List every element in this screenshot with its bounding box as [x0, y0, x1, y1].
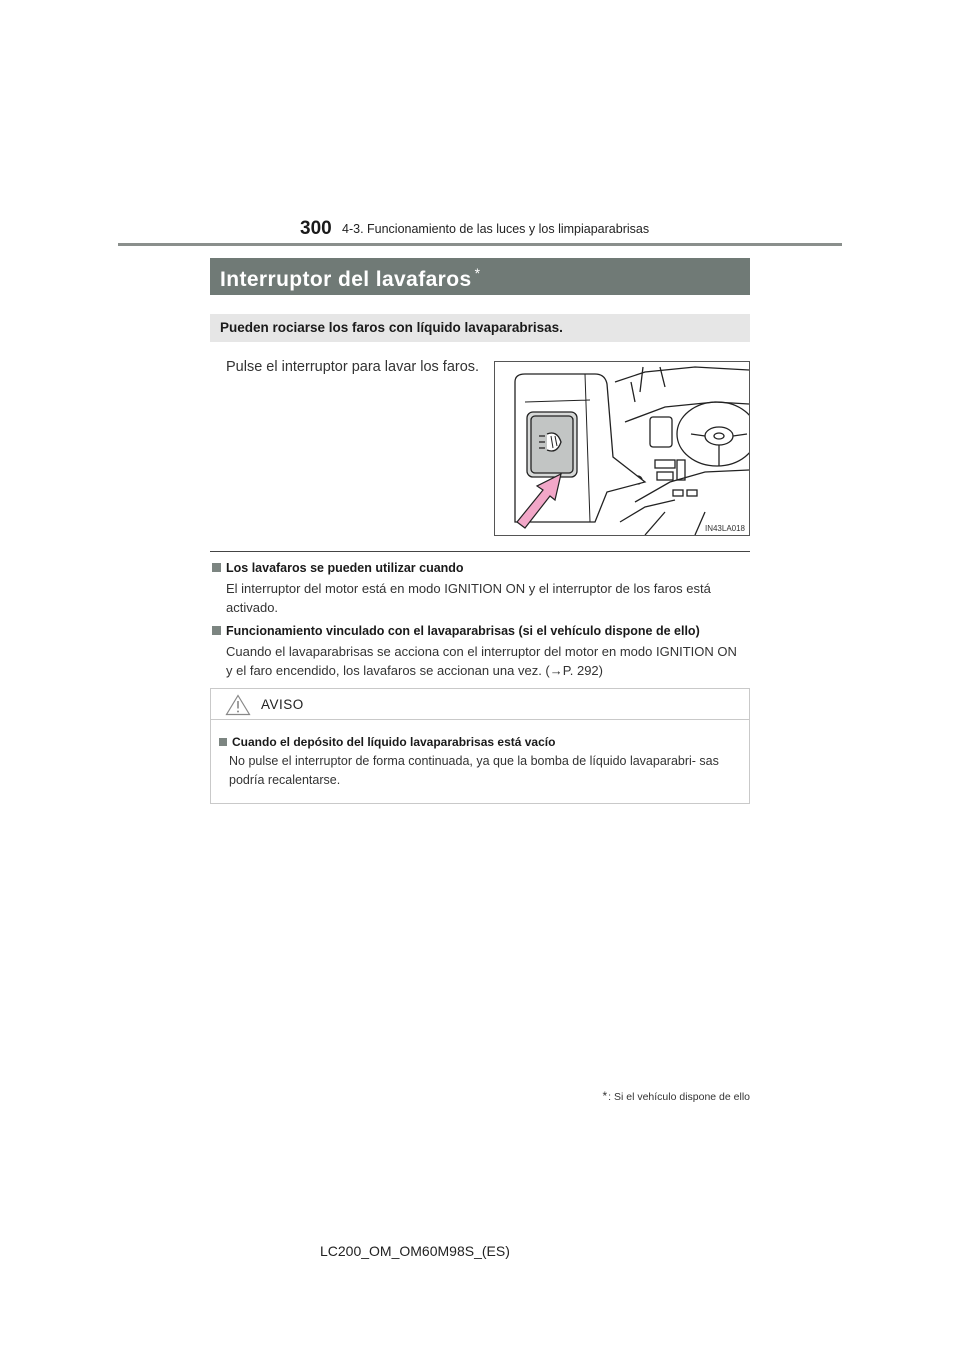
chapter-title: 4-3. Funcionamiento de las luces y los limpiaparabrisas [342, 222, 650, 236]
warning-title [219, 735, 555, 749]
headlight-cleaner-switch-illustration [494, 361, 750, 536]
bullet-square-icon [212, 563, 221, 572]
warning-title-text: Cuando el depósito del líquido lavaparabrisas está vacío [232, 735, 556, 749]
note-1-body: El interruptor del motor está en modo IGNITION ON y el interruptor de los faros está activado. [226, 581, 711, 615]
page-number: 300 [300, 218, 332, 239]
section-title: Interruptor del lavafaros [220, 268, 472, 291]
title-footnote-mark: * [474, 265, 481, 281]
figure-code: IN43LA018 [704, 524, 745, 533]
warning-triangle-icon [225, 694, 251, 716]
bullet-square-icon [219, 738, 227, 746]
warning-body: No pulse el interruptor de forma continuada, ya que la bomba de líquido lavaparabri- sas podría recalentarse. [229, 754, 719, 787]
warning-label: AVISO [261, 697, 304, 712]
document-code: LC200_OM_OM60M98S_(ES) [320, 1243, 510, 1259]
section-title-bar [210, 258, 750, 295]
warning-box [210, 688, 750, 804]
note-2-title-text: Funcionamiento vinculado con el lavaparabrisas (si el vehículo dispone de ello) [226, 624, 700, 638]
section-subtitle: Pueden rociarse los faros con líquido lavaparabrisas. [210, 314, 750, 342]
note-2-title [212, 624, 700, 638]
dashboard-drawing [495, 362, 749, 535]
footnote-text: : Si el vehículo dispone de ello [608, 1091, 750, 1103]
warning-header [211, 689, 749, 720]
note-1-title-text: Los lavafaros se pueden utilizar cuando [226, 561, 464, 575]
footnote-mark: * [602, 1089, 608, 1103]
intro-text: Pulse el interruptor para lavar los faros. [226, 359, 480, 375]
header-divider [118, 243, 842, 246]
note-1-title [212, 561, 464, 575]
bullet-square-icon [212, 626, 221, 635]
footnote [602, 1089, 750, 1103]
notes-divider [210, 551, 750, 552]
note-2-body: Cuando el lavaparabrisas se acciona con el interruptor del motor en modo IGNITION ON y el faro encendido, los lavafaros se accionan una vez. (→P. 292) [226, 644, 737, 678]
